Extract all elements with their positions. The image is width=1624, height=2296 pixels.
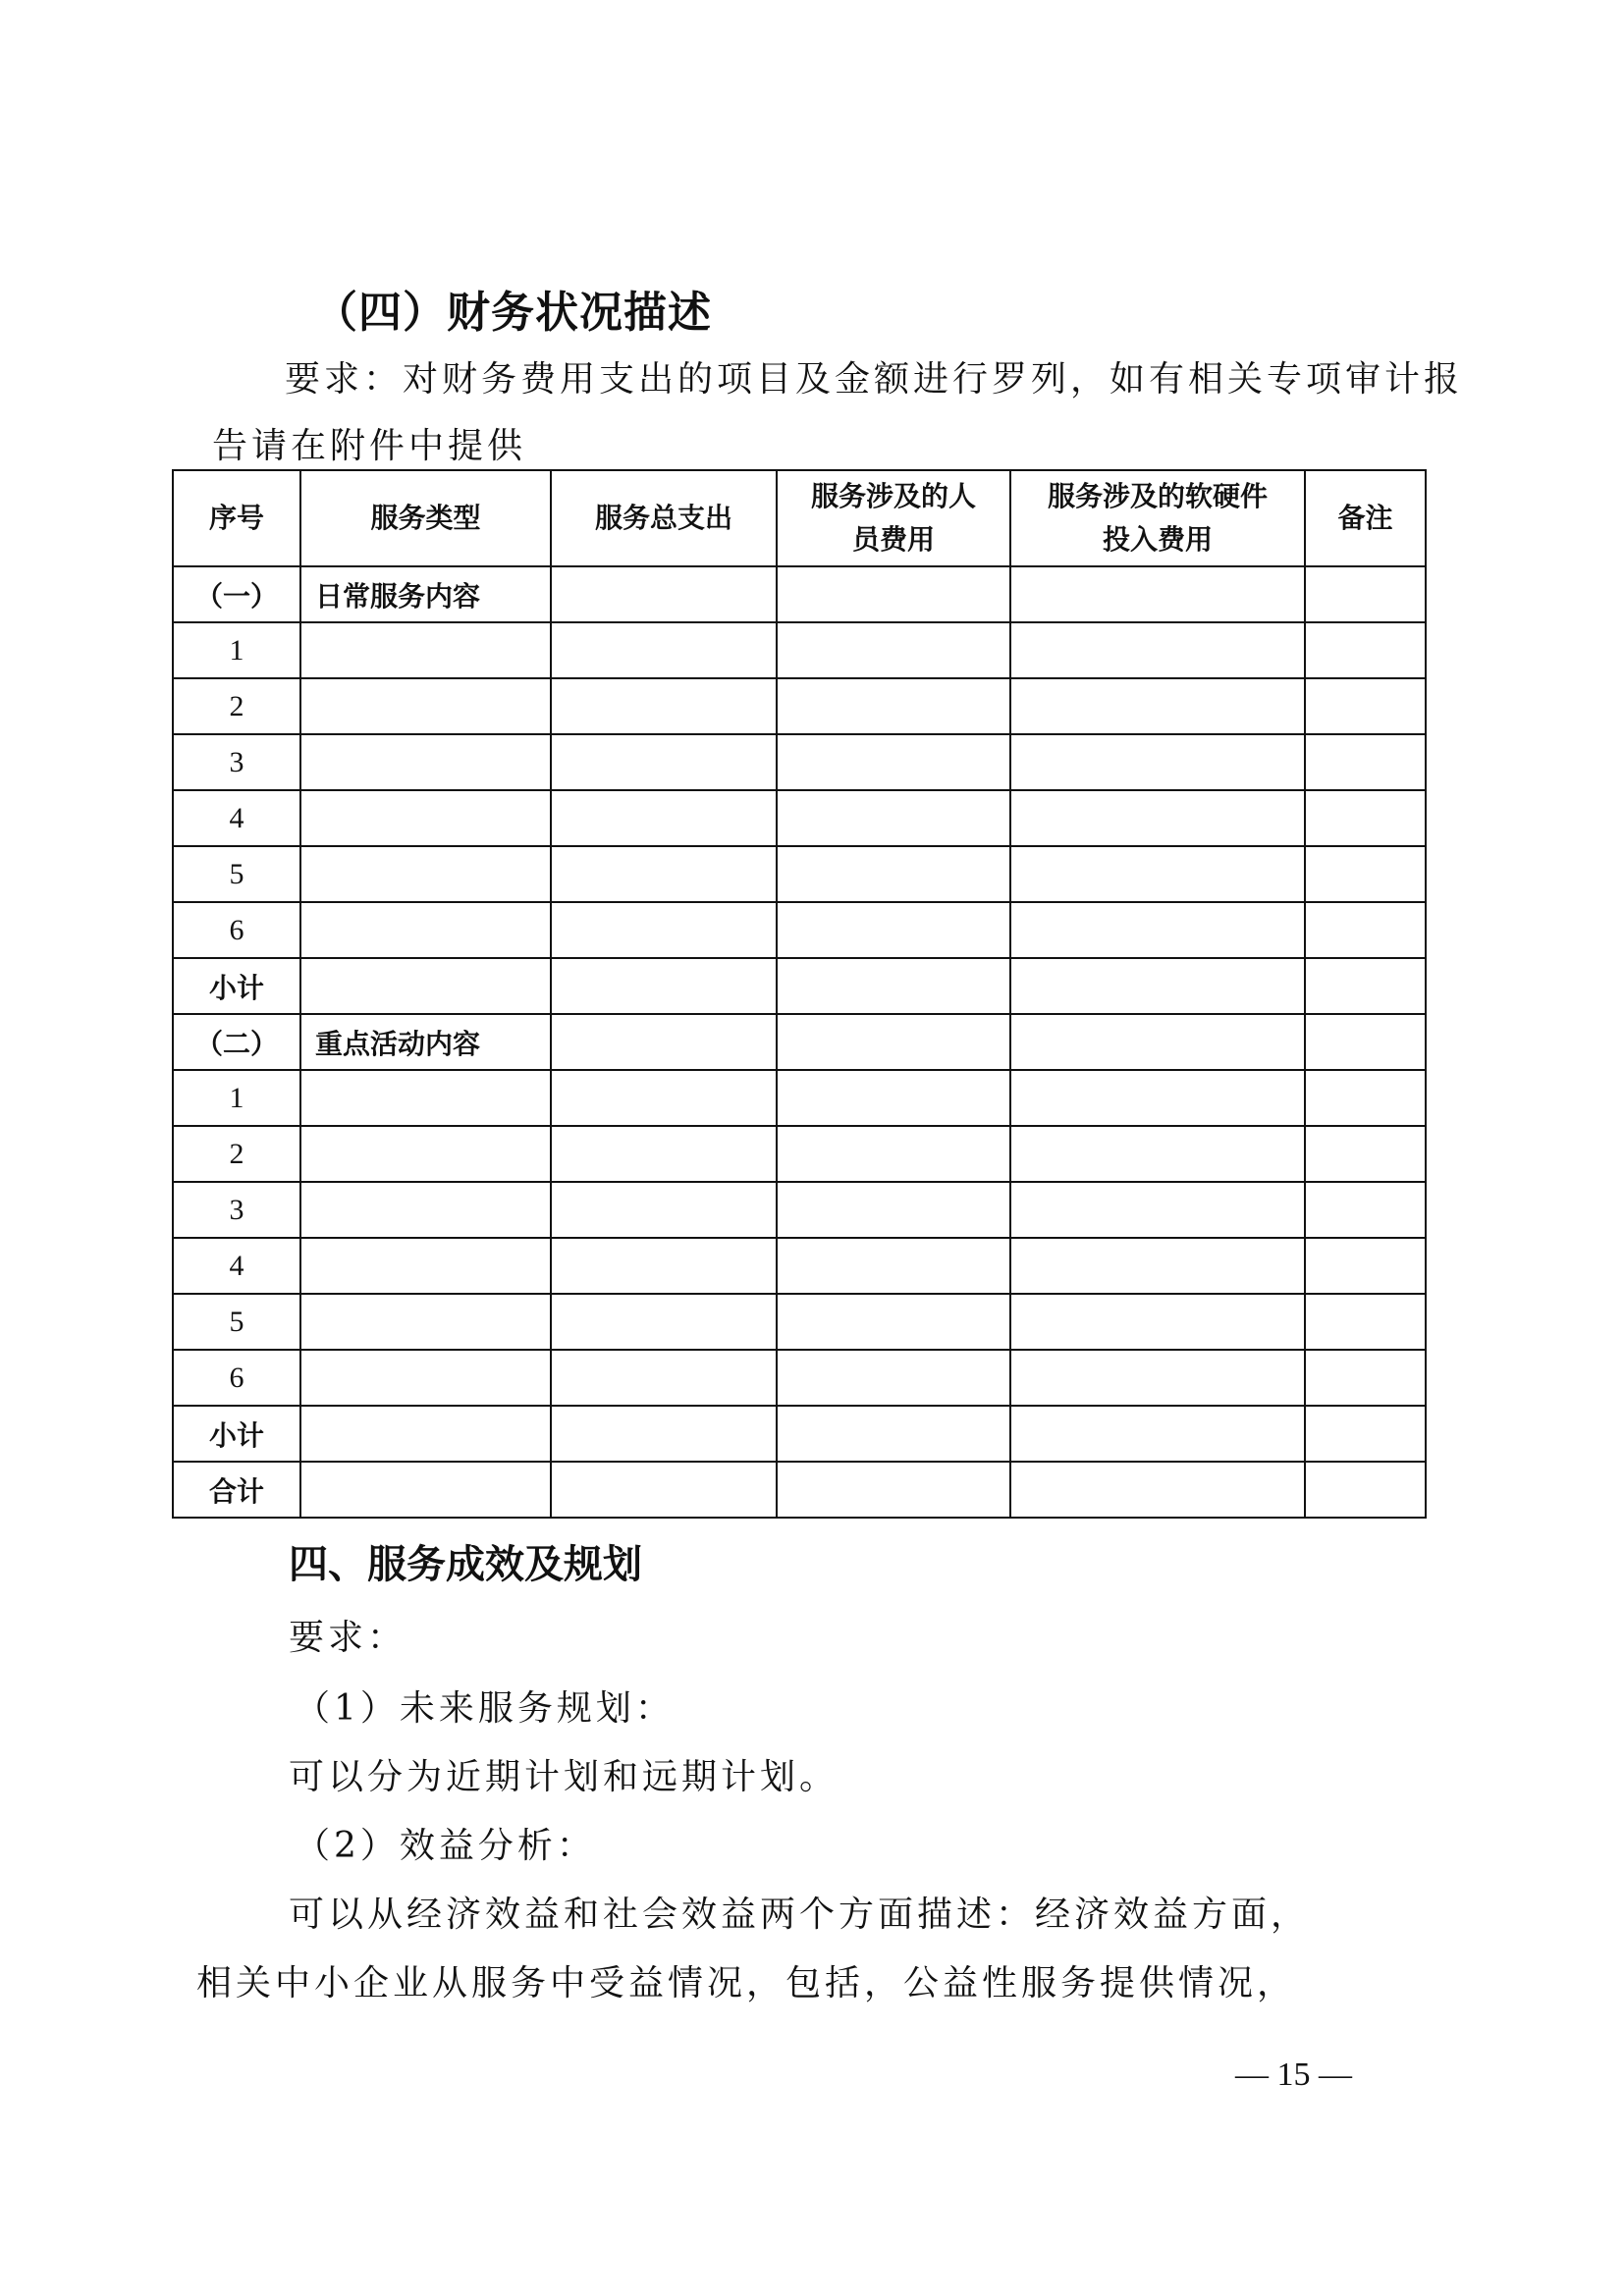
section-subheading: （四）财务状况描述 [314,288,712,338]
table-cell-empty[interactable] [777,1294,1010,1350]
table-cell-empty[interactable] [777,1350,1010,1406]
table-cell-empty[interactable] [777,1406,1010,1462]
table-cell-empty[interactable] [1010,1350,1305,1406]
table-cell-empty[interactable] [1010,622,1305,678]
table-cell-empty[interactable] [300,1294,551,1350]
table-cell-empty[interactable] [777,1462,1010,1518]
table-cell-empty[interactable] [551,958,777,1014]
table-cell-empty[interactable] [1305,1014,1426,1070]
table-cell-empty[interactable] [777,566,1010,622]
table-cell-empty[interactable] [300,1126,551,1182]
table-cell-empty[interactable] [300,622,551,678]
table-header-row [173,470,1426,566]
total-row [173,1462,1426,1518]
table-row [173,1294,1426,1350]
table-cell-empty[interactable] [1010,846,1305,902]
table-cell-empty[interactable] [1010,1182,1305,1238]
table-cell-empty[interactable] [1305,1350,1426,1406]
table-cell-empty[interactable] [777,734,1010,790]
table-row [173,1126,1426,1182]
table-row [173,622,1426,678]
row-number: 5 [173,846,300,902]
table-cell-empty[interactable] [1010,566,1305,622]
col-header-hw-sw-cost [1010,470,1305,566]
table-cell-empty[interactable] [551,902,777,958]
table-row [173,1070,1426,1126]
table-cell-empty[interactable] [300,1238,551,1294]
header-line: 投入费用 [1102,523,1213,556]
table-cell-empty[interactable] [1010,1238,1305,1294]
table-cell-empty[interactable] [551,1238,777,1294]
table-cell-empty[interactable] [300,790,551,846]
group-header-row [173,1014,1426,1070]
table-cell-empty[interactable] [551,1182,777,1238]
table-row [173,678,1426,734]
table-cell-empty[interactable] [300,1070,551,1126]
table-cell-empty[interactable] [1305,1070,1426,1126]
item2-text-line1: 可以从经济效益和社会效益两个方面描述：经济效益方面， [289,1895,1311,1935]
item1-text: 可以分为近期计划和远期计划。 [289,1757,839,1797]
table-cell-empty[interactable] [551,846,777,902]
row-number: 6 [173,1350,300,1406]
table-cell-empty[interactable] [300,846,551,902]
col-header-remarks: 备注 [1305,470,1426,566]
table-row [173,1350,1426,1406]
col-header-personnel-cost [777,470,1010,566]
table-cell-empty[interactable] [1305,958,1426,1014]
table-cell-empty[interactable] [777,1126,1010,1182]
table-cell-empty[interactable] [551,1014,777,1070]
table-cell-empty[interactable] [551,1350,777,1406]
table-cell-empty[interactable] [777,678,1010,734]
financial-table [172,469,1427,1519]
row-number: 1 [173,1070,300,1126]
table-cell-empty[interactable] [777,958,1010,1014]
table-cell-empty[interactable] [1305,846,1426,902]
row-number: 2 [173,678,300,734]
table-cell-empty[interactable] [1010,958,1305,1014]
table-row [173,790,1426,846]
row-number: 4 [173,1238,300,1294]
table-cell-empty[interactable] [300,734,551,790]
table-cell-empty[interactable] [551,1126,777,1182]
table-cell-empty[interactable] [1305,1182,1426,1238]
table-cell-empty[interactable] [551,678,777,734]
table-row [173,902,1426,958]
row-number: 1 [173,622,300,678]
table-cell-empty[interactable] [1010,678,1305,734]
total-label: 合计 [173,1462,300,1518]
table-cell-empty[interactable] [1010,734,1305,790]
table-cell-empty[interactable] [777,622,1010,678]
table-cell-empty[interactable] [1010,1070,1305,1126]
table-cell-empty[interactable] [551,1462,777,1518]
row-number: 6 [173,902,300,958]
table-cell-empty[interactable] [300,1182,551,1238]
header-line: 员费用 [851,523,935,556]
table-cell-empty[interactable] [551,734,777,790]
header-line: 服务涉及的人 [810,480,976,512]
table-cell-empty[interactable] [300,678,551,734]
table-cell-empty[interactable] [1010,790,1305,846]
table-cell-empty[interactable] [300,1406,551,1462]
table-cell-empty[interactable] [1305,902,1426,958]
table-cell-empty[interactable] [777,902,1010,958]
subtotal-label: 小计 [173,958,300,1014]
chapter-heading: 四、服务成效及规划 [289,1542,642,1587]
table-cell-empty[interactable] [777,1182,1010,1238]
table-cell-empty[interactable] [1010,1406,1305,1462]
row-number: 3 [173,1182,300,1238]
table-cell-empty[interactable] [551,790,777,846]
subtotal-row [173,958,1426,1014]
group-header-row [173,566,1426,622]
requirement-text-line2: 告请在附件中提供 [212,426,527,466]
table-cell-empty[interactable] [777,1014,1010,1070]
table-cell-empty[interactable] [300,902,551,958]
table-cell-empty[interactable] [551,566,777,622]
row-number: 3 [173,734,300,790]
table-cell-empty[interactable] [777,790,1010,846]
col-header-index: 序号 [173,470,300,566]
col-header-total-expense: 服务总支出 [551,470,777,566]
table-row [173,1182,1426,1238]
table-row [173,734,1426,790]
row-number: 2 [173,1126,300,1182]
table-cell-empty[interactable] [777,846,1010,902]
group-label: 日常服务内容 [300,566,551,622]
table-cell-empty[interactable] [1305,622,1426,678]
table-cell-empty[interactable] [1010,1294,1305,1350]
table-cell-empty[interactable] [300,958,551,1014]
table-cell-empty[interactable] [551,1294,777,1350]
table-cell-empty[interactable] [1305,1462,1426,1518]
table-cell-empty[interactable] [1010,902,1305,958]
group-index: （一） [173,566,300,622]
table-row [173,1238,1426,1294]
table-cell-empty[interactable] [1010,1126,1305,1182]
table-cell-empty[interactable] [1305,734,1426,790]
table-cell-empty[interactable] [551,1406,777,1462]
requirement-text-line1: 要求：对财务费用支出的项目及金额进行罗列，如有相关专项审计报 [285,359,1464,400]
table-cell-empty[interactable] [777,1070,1010,1126]
table-cell-empty[interactable] [1305,566,1426,622]
item2-text-line2: 相关中小企业从服务中受益情况，包括，公益性服务提供情况， [196,1963,1297,2003]
table-cell-empty[interactable] [1305,1126,1426,1182]
item2-title: （2）效益分析： [295,1826,596,1866]
subtotal-row [173,1406,1426,1462]
col-header-service-type: 服务类型 [300,470,551,566]
row-number: 4 [173,790,300,846]
table-cell-empty[interactable] [1010,1014,1305,1070]
table-cell-empty[interactable] [300,1350,551,1406]
row-number: 5 [173,1294,300,1350]
group-label: 重点活动内容 [300,1014,551,1070]
table-cell-empty[interactable] [300,1462,551,1518]
item1-title: （1）未来服务规划： [295,1688,675,1729]
table-row [173,846,1426,902]
table-cell-empty[interactable] [1305,790,1426,846]
table-cell-empty[interactable] [1010,1462,1305,1518]
table-cell-empty[interactable] [551,1070,777,1126]
table-cell-empty[interactable] [1305,1294,1426,1350]
table-cell-empty[interactable] [1305,678,1426,734]
table-cell-empty[interactable] [1305,1238,1426,1294]
table-cell-empty[interactable] [1305,1406,1426,1462]
subtotal-label: 小计 [173,1406,300,1462]
chapter-requirement: 要求： [289,1618,407,1658]
page-number: — 15 — [1235,2056,1352,2093]
table-cell-empty[interactable] [777,1238,1010,1294]
header-line: 服务涉及的软硬件 [1047,480,1268,512]
table-cell-empty[interactable] [551,622,777,678]
group-index: （二） [173,1014,300,1070]
